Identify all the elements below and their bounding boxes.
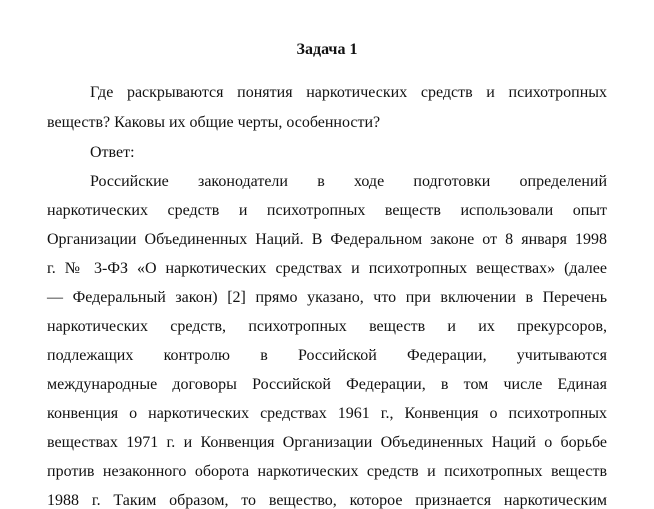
text-line: Где раскрываются понятия наркотических средств и психотропных: [90, 84, 607, 101]
text-line: конвенция о наркотических средствах 1961 г., Конвенция о психотропных: [47, 405, 607, 422]
document-title: Задача 1: [296, 41, 358, 58]
text-line: Организации Объединенных Наций. В Федеральном законе от 8 января 1998: [47, 231, 607, 248]
text-line: международные договоры Российской Федерации, в том числе Единая: [47, 376, 607, 393]
text-line: 1988 г. Таким образом, то вещество, которое признается наркотическим: [47, 492, 607, 509]
text-line: Ответ:: [90, 144, 135, 161]
text-line: подлежащих контролю в Российской Федерации, учитываются: [47, 347, 607, 364]
text-line: веществах 1971 г. и Конвенция Организации Объединенных Наций о борьбе: [47, 434, 607, 451]
text-line: — Федеральный закон) [2] прямо указано, что при включении в Перечень: [47, 289, 607, 306]
text-line: г. № 3-ФЗ «О наркотических средствах и психотропных веществах» (далее: [47, 260, 607, 277]
text-line: наркотических средств, психотропных веществ и их прекурсоров,: [47, 318, 607, 335]
text-line: веществ? Каковы их общие черты, особенности?: [47, 114, 381, 131]
text-line: наркотических средств и психотропных веществ использовали опыт: [47, 202, 607, 219]
text-line: против незаконного оборота наркотических средств и психотропных веществ: [47, 463, 607, 480]
text-line: Российские законодатели в ходе подготовки определений: [90, 173, 607, 190]
